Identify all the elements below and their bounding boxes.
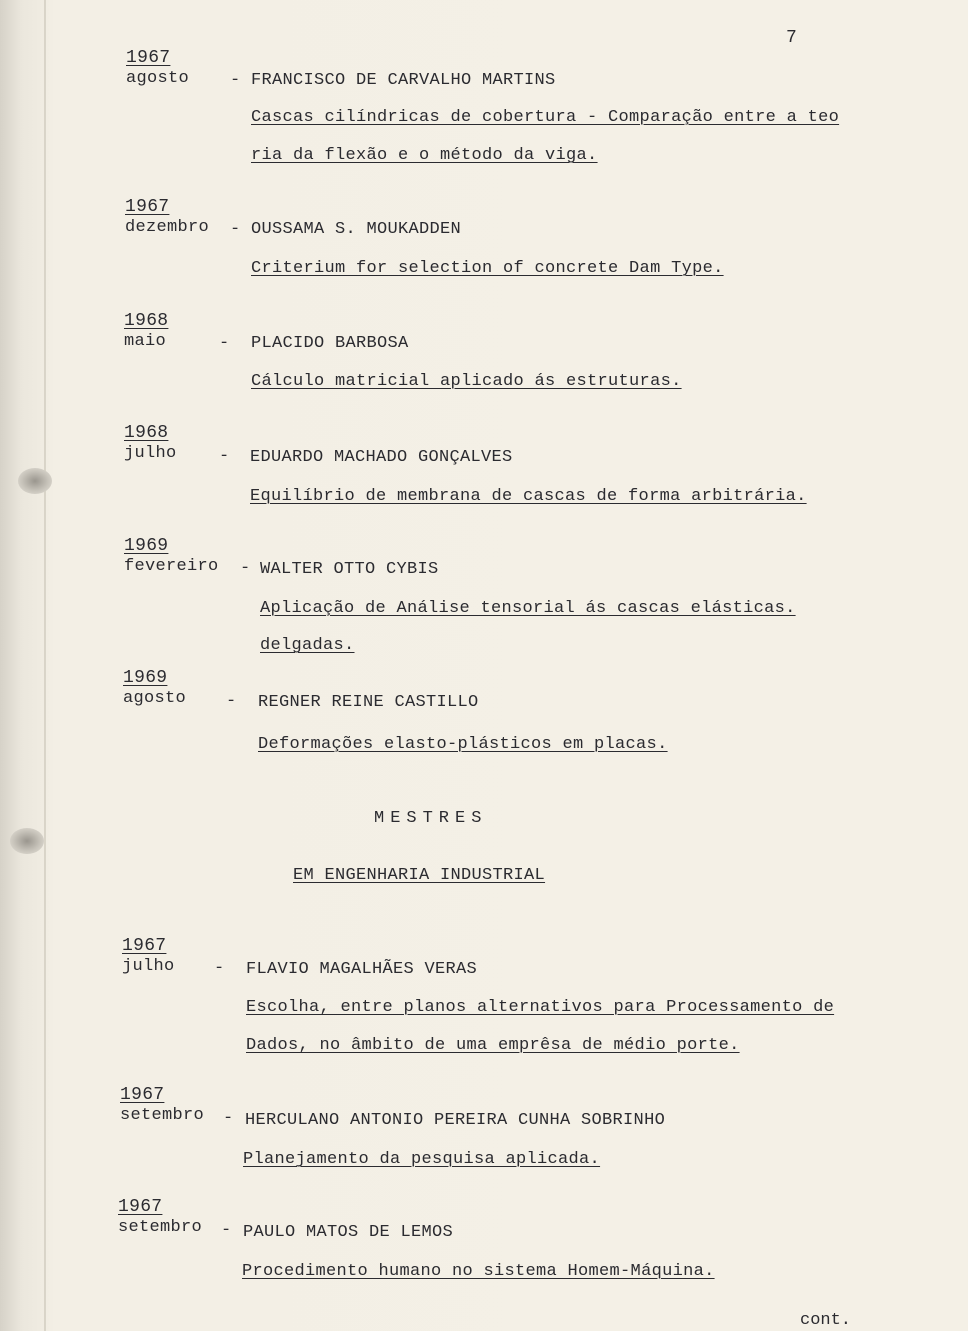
binder-hole (10, 828, 44, 854)
entry-year: 1967 (122, 936, 167, 956)
entry-year: 1967 (125, 197, 170, 217)
entry-year: 1967 (120, 1085, 165, 1105)
entry-dash: - (230, 220, 241, 239)
entry-year: 1968 (124, 423, 169, 443)
entry-title-line: Cascas cilíndricas de cobertura - Comparação entre a teo (251, 108, 840, 127)
entry-month: dezembro (125, 218, 210, 237)
entry-dash: - (223, 1109, 234, 1128)
section-subheading: EM ENGENHARIA INDUSTRIAL (293, 866, 546, 885)
entry-title-line: Procedimento humano no sistema Homem-Máquina. (242, 1262, 715, 1281)
entry-title-line: Dados, no âmbito de uma emprêsa de médio porte. (246, 1036, 740, 1055)
entry-year: 1967 (126, 48, 171, 68)
entry-author: PLACIDO BARBOSA (251, 334, 409, 353)
entry-title-line: Criterium for selection of concrete Dam Type. (251, 259, 724, 278)
entry-title-line: Aplicação de Análise tensorial ás cascas elásticas. (260, 599, 796, 618)
entry-author: PAULO MATOS DE LEMOS (243, 1223, 454, 1242)
entry-month: setembro (118, 1218, 203, 1237)
entry-title-line: Planejamento da pesquisa aplicada. (243, 1150, 601, 1169)
entry-author: OUSSAMA S. MOUKADDEN (251, 220, 462, 239)
entry-author: FRANCISCO DE CARVALHO MARTINS (251, 71, 556, 90)
entry-year: 1969 (123, 668, 168, 688)
entry-author: HERCULANO ANTONIO PEREIRA CUNHA SOBRINHO (245, 1111, 666, 1130)
entry-month: setembro (120, 1106, 205, 1125)
entry-author: WALTER OTTO CYBIS (260, 560, 439, 579)
binder-hole (18, 468, 52, 494)
entry-title-line: Equilíbrio de membrana de cascas de forma arbitrária. (250, 487, 807, 506)
continued-note: cont. (800, 1311, 852, 1330)
entry-dash: - (219, 447, 230, 466)
entry-month: julho (124, 444, 177, 463)
entry-month: agosto (123, 689, 187, 708)
page-number: 7 (786, 28, 797, 48)
entry-dash: - (219, 334, 230, 353)
entry-month: maio (124, 332, 167, 351)
entry-dash: - (230, 71, 241, 90)
entry-month: agosto (126, 69, 190, 88)
section-heading: MESTRES (374, 809, 488, 828)
page-fold-shadow (44, 0, 46, 1331)
entry-title-line: Cálculo matricial aplicado ás estruturas. (251, 372, 682, 391)
entry-title-line: delgadas. (260, 636, 355, 655)
entry-author: FLAVIO MAGALHÃES VERAS (246, 960, 478, 979)
entry-dash: - (214, 959, 225, 978)
entry-year: 1968 (124, 311, 169, 331)
entry-dash: - (221, 1221, 232, 1240)
entry-title-line: Deformações elasto-plásticos em placas. (258, 735, 668, 754)
entry-dash: - (240, 559, 251, 578)
entry-author: REGNER REINE CASTILLO (258, 693, 479, 712)
entry-month: julho (122, 957, 175, 976)
entry-year: 1969 (124, 536, 169, 556)
entry-title-line: Escolha, entre planos alternativos para Processamento de (246, 998, 835, 1017)
entry-dash: - (226, 692, 237, 711)
entry-year: 1967 (118, 1197, 163, 1217)
entry-month: fevereiro (124, 557, 219, 576)
entry-title-line: ria da flexão e o método da viga. (251, 146, 598, 165)
entry-author: EDUARDO MACHADO GONÇALVES (250, 448, 513, 467)
